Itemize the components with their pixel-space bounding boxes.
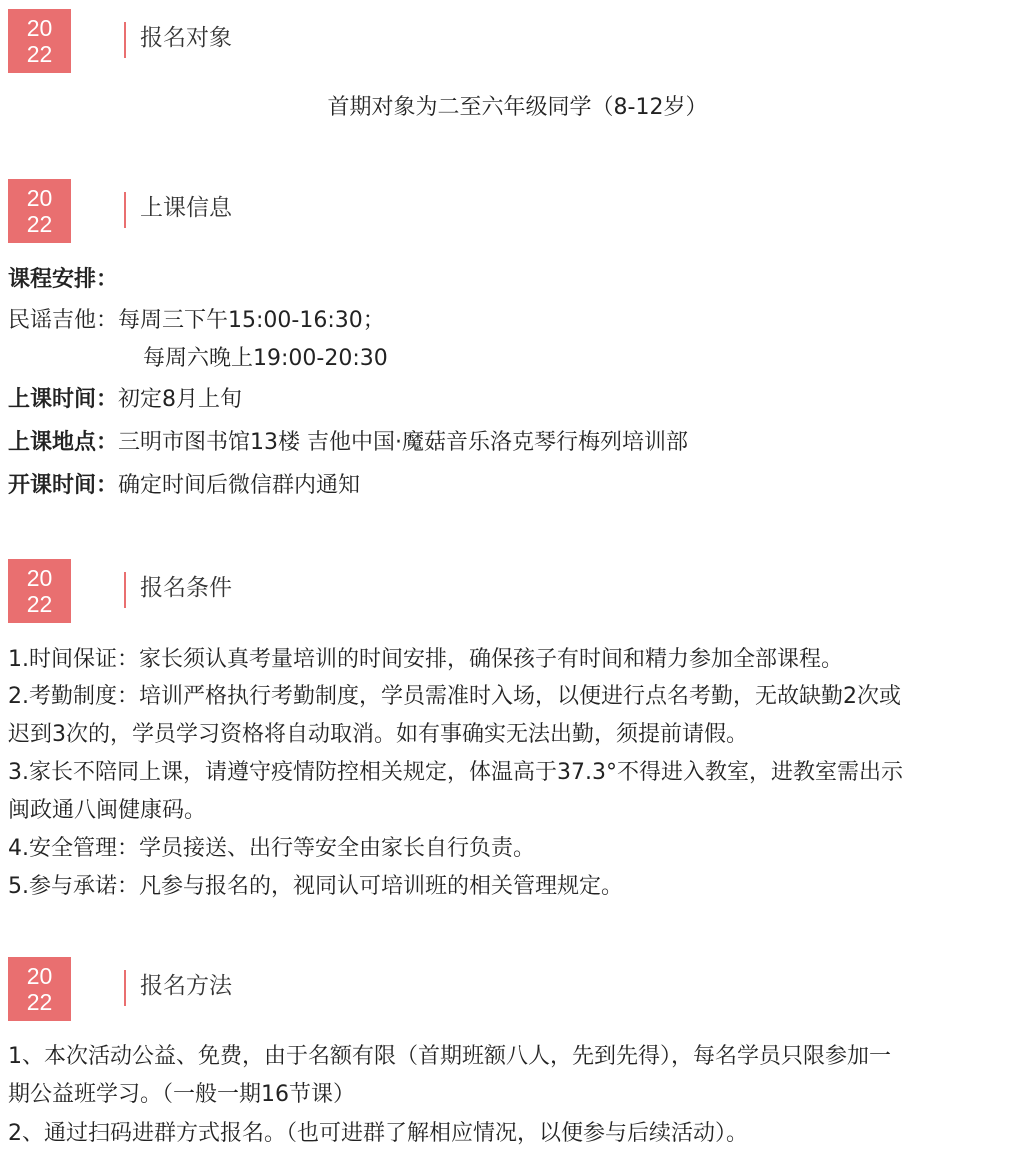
header-divider	[124, 970, 126, 1006]
year-badge-top: 20	[26, 185, 53, 211]
section-header-target	[8, 9, 408, 73]
header-divider	[124, 22, 126, 58]
year-badge	[8, 957, 71, 1021]
year-badge	[8, 179, 71, 243]
place-label: 上课地点：	[8, 430, 119, 455]
condition-line: 3.家长不陪同上课，请遵守疫情防控相关规定，体温高于37.3°不得进入教室，进教室需出示	[8, 760, 903, 785]
method-line: 期公益班学习。（一般一期16节课）	[8, 1082, 355, 1107]
section-title: 报名对象	[140, 25, 232, 51]
year-badge-top: 20	[26, 15, 53, 41]
open-value: 确定时间后微信群内通知	[118, 473, 361, 498]
condition-line: 1.时间保证：家长须认真考量培训的时间安排，确保孩子有时间和精力参加全部课程。	[8, 647, 843, 672]
year-badge-bottom: 22	[26, 591, 53, 617]
condition-line: 迟到3次的，学员学习资格将自动取消。如有事确实无法出勤，须提前请假。	[8, 722, 748, 747]
open-label: 开课时间：	[8, 473, 119, 498]
date-value: 初定8月上旬	[118, 387, 243, 412]
year-badge-bottom: 22	[26, 989, 53, 1015]
method-line: 1、本次活动公益、免费，由于名额有限（首期班额八人，先到先得），每名学员只限参加一	[8, 1044, 892, 1069]
course-time-2: 每周六晚上19:00-20:30	[143, 346, 388, 371]
section-header-method	[8, 957, 408, 1021]
condition-line: 5.参与承诺：凡参与报名的，视同认可培训班的相关管理规定。	[8, 874, 623, 899]
section-title: 报名条件	[140, 575, 232, 601]
condition-line: 2.考勤制度：培训严格执行考勤制度，学员需准时入场，以便进行点名考勤，无故缺勤2次或	[8, 684, 901, 709]
condition-line: 4.安全管理：学员接送、出行等安全由家长自行负责。	[8, 836, 535, 861]
condition-line: 闽政通八闽健康码。	[8, 798, 207, 823]
section-title: 报名方法	[140, 973, 232, 999]
section-header-conditions	[8, 559, 408, 623]
header-divider	[124, 192, 126, 228]
place-row	[8, 428, 688, 458]
date-row	[8, 385, 242, 415]
place-value: 三明市图书馆13楼 吉他中国·魔菇音乐洛克琴行梅列培训部	[118, 430, 688, 455]
year-badge-bottom: 22	[26, 211, 53, 237]
open-row	[8, 471, 360, 501]
schedule-row-1	[8, 306, 385, 336]
target-text: 首期对象为二至六年级同学（8-12岁）	[327, 95, 708, 120]
date-label: 上课时间：	[8, 387, 119, 412]
year-badge	[8, 559, 71, 623]
method-line: 2、通过扫码进群方式报名。（也可进群了解相应情况，以便参与后续活动）。	[8, 1121, 748, 1146]
section-title: 上课信息	[140, 195, 232, 221]
course-time-1: 每周三下午15:00-16:30；	[118, 308, 385, 333]
year-badge-top: 20	[26, 565, 53, 591]
header-divider	[124, 572, 126, 608]
year-badge-bottom: 22	[26, 41, 53, 67]
year-badge-top: 20	[26, 963, 53, 989]
section-header-info	[8, 179, 408, 243]
course-name: 民谣吉他：	[8, 308, 119, 333]
year-badge	[8, 9, 71, 73]
schedule-label: 课程安排：	[8, 267, 119, 292]
